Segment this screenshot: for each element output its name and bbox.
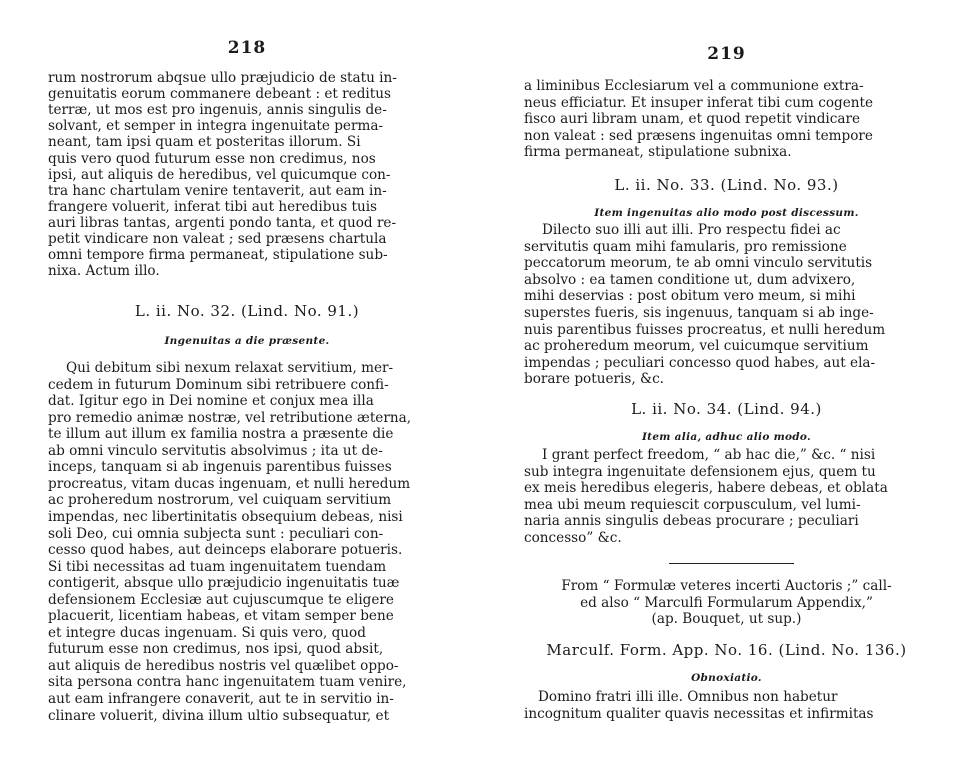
text-line: placuerit, licentiam habeas, et vitam semper bene <box>48 608 394 625</box>
section-subheading: Item alia, adhuc alio modo. <box>641 431 812 443</box>
section-subheading: Obnoxiatio. <box>691 672 762 684</box>
text-line: defensionem Ecclesiæ aut cujuscumque te eligere <box>48 591 394 608</box>
text-line: borare potueris, &c. <box>524 371 664 388</box>
page-number: 218 <box>227 38 267 58</box>
text-line: fisco auri libram unam, et quod repetit vindicare <box>524 111 861 128</box>
text-line: nixa. Actum illo. <box>48 263 160 280</box>
text-line: te illum aut illum ex familia nostra a præsente die <box>48 426 394 443</box>
text-line: (ap. Bouquet, ut sup.) <box>651 611 802 628</box>
text-line: firma permaneat, stipulatione subnixa. <box>524 144 792 161</box>
text-line: terræ, ut mos est pro ingenuis, annis singulis de- <box>48 102 387 119</box>
text-line: neus efficiatur. Et insuper inferat tibi cum cogente <box>524 94 874 111</box>
section-heading: L. ii. No. 34. (Lind. 94.) <box>631 400 822 418</box>
text-line: I grant perfect freedom, “ ab hac die,” &c. “ nisi <box>542 447 876 463</box>
text-line: aut eam infrangere conaverit, aut te in servitio in- <box>48 691 394 707</box>
text-line: impendas, nec libertinitatis obsequium debeas, nisi <box>48 508 403 525</box>
text-line: auri libras tantas, argenti pondo tanta, et quod re- <box>48 214 397 231</box>
text-line: omni tempore firma permaneat, stipulatione sub- <box>48 247 388 264</box>
text-line: et integre ducas ingenuam. Si quis vero, quod <box>48 624 366 641</box>
text-line: ac proheredum meorum, vel cuicumque servitium <box>524 338 869 355</box>
text-line: Si tibi necessitas ad tuam ingenuitatem tuendam <box>48 558 387 575</box>
right-page <box>524 0 929 771</box>
text-line: servitutis quam mihi famularis, pro remissione <box>524 238 847 255</box>
text-line: ipsi, aut aliquis de heredibus, vel quicumque con- <box>48 166 391 183</box>
text-line: mea ubi meum requiescit corpusculum, vel lumi- <box>524 496 861 513</box>
text-line: rum nostrorum abqsue ullo præjudicio de statu in- <box>48 70 397 86</box>
text-line: dat. Igitur ego in Dei nomine et conjux mea illa <box>48 393 374 410</box>
left-page <box>48 0 446 771</box>
page-number: 219 <box>707 44 746 64</box>
section-subheading: Ingenuitas a die præsente. <box>164 335 330 347</box>
text-line: genuitatis eorum commanere debeant : et reditus <box>48 86 391 103</box>
text-line: superstes fueris, sis ingenuus, tanquam si ab inge- <box>524 305 874 321</box>
text-line: non valeat : sed præsens ingenuitas omni tempore <box>524 127 873 144</box>
text-line: pro remedio animæ nostræ, vel retributione æterna, <box>48 409 412 426</box>
text-line: ed also “ Marculfi Formularum Appendix,” <box>580 594 873 611</box>
text-line: petit vindicare non valeat ; sed præsens chartula <box>48 231 387 247</box>
section-heading: L. ii. No. 32. (Lind. No. 91.) <box>134 302 360 320</box>
text-line: sita persona contra hanc ingenuitatem tuam venire, <box>48 674 407 691</box>
text-line: frangere voluerit, inferat tibi aut heredibus tuis <box>48 198 378 215</box>
text-line: absolvo : ea tamen conditione ut, dum advixero, <box>524 271 856 288</box>
text-line: solvant, et semper in integra ingenuitate perma- <box>48 118 384 135</box>
text-line: neant, tam ipsi quam et posteritas illorum. Si <box>48 134 361 151</box>
text-line: From “ Formulæ veteres incerti Auctoris ;” call- <box>561 578 892 594</box>
text-line: tra hanc chartulam venire tentaverit, aut eam in- <box>48 182 387 199</box>
text-line: futurum esse non credimus, nos ipsi, quod absit, <box>48 641 384 658</box>
text-line: contigerit, absque ullo præjudicio ingenuitatis tuæ <box>48 575 400 592</box>
text-line: clinare voluerit, divina illum ultio subsequatur, et <box>48 707 390 724</box>
text-line: aut aliquis de heredibus nostris vel quælibet oppo- <box>48 657 399 674</box>
text-line: incognitum qualiter quavis necessitas et infirmitas <box>524 706 874 722</box>
text-line: naria annis singulis debeas procurare ; peculiari <box>524 513 859 530</box>
section-subheading: Item ingenuitas alio modo post discessum. <box>594 207 859 219</box>
text-line: concesso” &c. <box>524 530 622 546</box>
text-line: a liminibus Ecclesiarum vel a communione extra- <box>524 78 864 94</box>
text-line: ex meis heredibus elegeris, habere debeas, et oblata <box>524 480 888 497</box>
text-line: Qui debitum sibi nexum relaxat servitium, mer- <box>66 360 394 376</box>
text-line: cesso quod habes, aut deinceps elaborare potueris. <box>48 542 403 559</box>
text-line: soli Deo, cui omnia subjecta sunt : peculiari con- <box>48 525 384 542</box>
text-line: ab omni vinculo servitutis absolvimus ; ita ut de- <box>48 442 383 459</box>
section-heading: Marculf. Form. App. No. 16. (Lind. No. 136.) <box>546 641 907 659</box>
text-line: ac proheredum nostrorum, vel cuiquam servitium <box>48 492 392 509</box>
text-line: procreatus, vitam ducas ingenuam, et nulli heredum <box>48 475 411 492</box>
text-line: quis vero quod futurum esse non credimus, nos <box>48 150 376 167</box>
text-line: nuis parentibus fuisses procreatus, et nulli heredum <box>524 321 886 338</box>
text-line: peccatorum meorum, te ab omni vinculo servitutis <box>524 255 873 272</box>
text-line: sub integra ingenuitate defensionem ejus, quem tu <box>524 463 876 480</box>
text-line: Domino fratri illi ille. Omnibus non habetur <box>538 689 838 705</box>
text-line: cedem in futurum Dominum sibi retribuere confi- <box>48 376 389 393</box>
text-line: mihi deservias : post obitum vero meum, si mihi <box>524 288 856 305</box>
section-heading: L. ii. No. 33. (Lind. No. 93.) <box>614 176 839 194</box>
divider-rule <box>669 563 794 564</box>
text-line: inceps, tanquam si ab ingenuis parentibus fuisses <box>48 459 392 476</box>
text-line: Dilecto suo illi aut illi. Pro respectu fidei ac <box>542 222 841 238</box>
text-line: impendas ; peculiari concesso quod habes, aut ela- <box>524 354 876 371</box>
